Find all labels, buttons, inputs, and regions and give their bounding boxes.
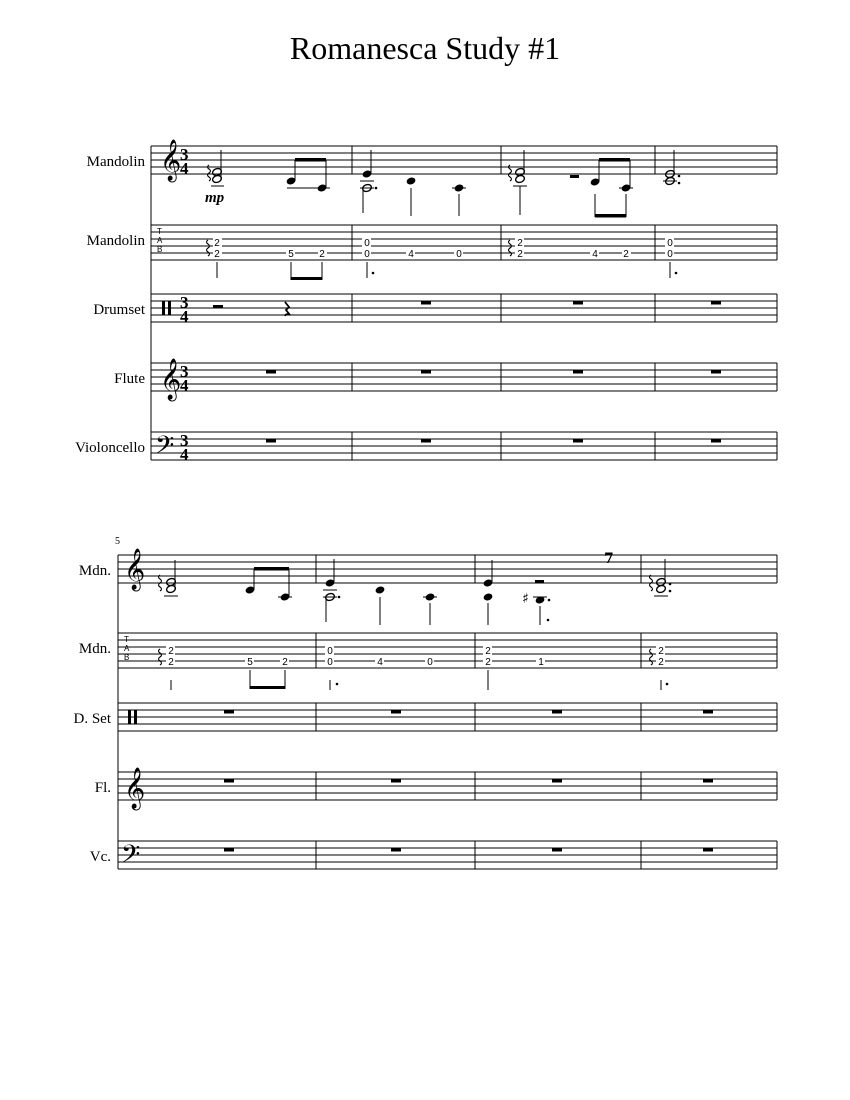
tab-numbers-system-2	[159, 644, 669, 690]
svg-text:2: 2	[168, 657, 174, 668]
svg-text:2: 2	[658, 657, 664, 668]
svg-text:2: 2	[485, 657, 491, 668]
svg-text:5: 5	[247, 657, 253, 668]
tab-numbers-system-1	[207, 236, 678, 280]
svg-text:0: 0	[327, 646, 333, 657]
svg-text:4: 4	[180, 445, 189, 464]
tab-clef-icon	[124, 635, 130, 662]
staff-flute	[118, 772, 777, 800]
svg-text:2: 2	[517, 238, 523, 249]
instrument-label-violoncello: Vc.	[89, 849, 111, 865]
svg-text:2: 2	[319, 249, 325, 260]
svg-text:2: 2	[214, 249, 220, 260]
svg-text:1: 1	[538, 657, 544, 668]
svg-text:2: 2	[623, 249, 629, 260]
time-signature	[180, 145, 189, 464]
staff-drumset	[118, 703, 777, 731]
svg-text:0: 0	[364, 249, 370, 260]
svg-text:T: T	[157, 227, 162, 236]
svg-text:7: 7	[604, 551, 614, 567]
tab-clef-icon	[157, 227, 163, 254]
svg-text:B: B	[157, 245, 163, 254]
svg-text:B: B	[124, 653, 130, 662]
svg-text:A: A	[124, 644, 130, 653]
svg-text:2: 2	[517, 249, 523, 260]
svg-text:4: 4	[180, 376, 189, 395]
staff-drumset	[151, 294, 777, 322]
svg-text:3: 3	[180, 431, 189, 450]
system-1	[75, 139, 777, 466]
instrument-label-mandolin: Mdn.	[78, 563, 111, 579]
treble-clef-icon: 𝄞	[124, 768, 146, 809]
svg-text:0: 0	[456, 249, 462, 260]
svg-text:3: 3	[180, 145, 189, 164]
svg-text:5: 5	[288, 249, 294, 260]
instrument-label-drumset: Drumset	[93, 302, 145, 318]
score-title: Romanesca Study #1	[289, 30, 561, 66]
instrument-label-mandolin: Mandolin	[86, 154, 145, 170]
svg-text:0: 0	[667, 249, 673, 260]
instrument-label-drumset: D. Set	[73, 711, 111, 727]
svg-text:4: 4	[408, 249, 414, 260]
staff-violoncello	[151, 432, 777, 460]
svg-text:2: 2	[168, 646, 174, 657]
svg-text:3: 3	[180, 362, 189, 381]
instrument-label-flute: Flute	[114, 371, 145, 387]
svg-text:4: 4	[592, 249, 598, 260]
treble-clef-icon: 𝄞	[124, 549, 146, 590]
system-2	[74, 536, 778, 875]
svg-text:0: 0	[327, 657, 333, 668]
treble-clef-icon: 𝄞	[160, 359, 182, 400]
staff-violoncello	[118, 841, 777, 869]
staff-mandolin	[118, 555, 777, 583]
dynamic-marking: mp	[205, 190, 225, 206]
bass-clef-icon: 𝄢	[155, 431, 175, 466]
instrument-label-flute: Fl.	[94, 780, 111, 796]
svg-text:0: 0	[427, 657, 433, 668]
svg-text:3: 3	[180, 293, 189, 312]
svg-text:T: T	[124, 635, 129, 644]
svg-text:♯: ♯	[522, 591, 529, 607]
svg-text:4: 4	[180, 307, 189, 326]
instrument-label-mandolin-tab: Mandolin	[86, 233, 145, 249]
tab-staff-mandolin	[118, 633, 777, 668]
svg-text:2: 2	[485, 646, 491, 657]
staff-mandolin	[151, 146, 777, 174]
svg-text:0: 0	[667, 238, 673, 249]
svg-text:2: 2	[214, 238, 220, 249]
svg-text:4: 4	[180, 159, 189, 178]
tab-staff-mandolin	[151, 225, 777, 260]
svg-text:2: 2	[658, 646, 664, 657]
instrument-label-violoncello: Violoncello	[75, 440, 145, 456]
svg-text:2: 2	[282, 657, 288, 668]
treble-clef-icon: 𝄞	[160, 140, 182, 181]
staff-flute	[151, 363, 777, 391]
bass-clef-icon: 𝄢	[121, 840, 141, 875]
measure-number: 5	[115, 536, 120, 547]
svg-text:4: 4	[377, 657, 383, 668]
instrument-label-mandolin-tab: Mdn.	[78, 641, 111, 657]
svg-text:A: A	[157, 236, 163, 245]
svg-text:0: 0	[364, 238, 370, 249]
